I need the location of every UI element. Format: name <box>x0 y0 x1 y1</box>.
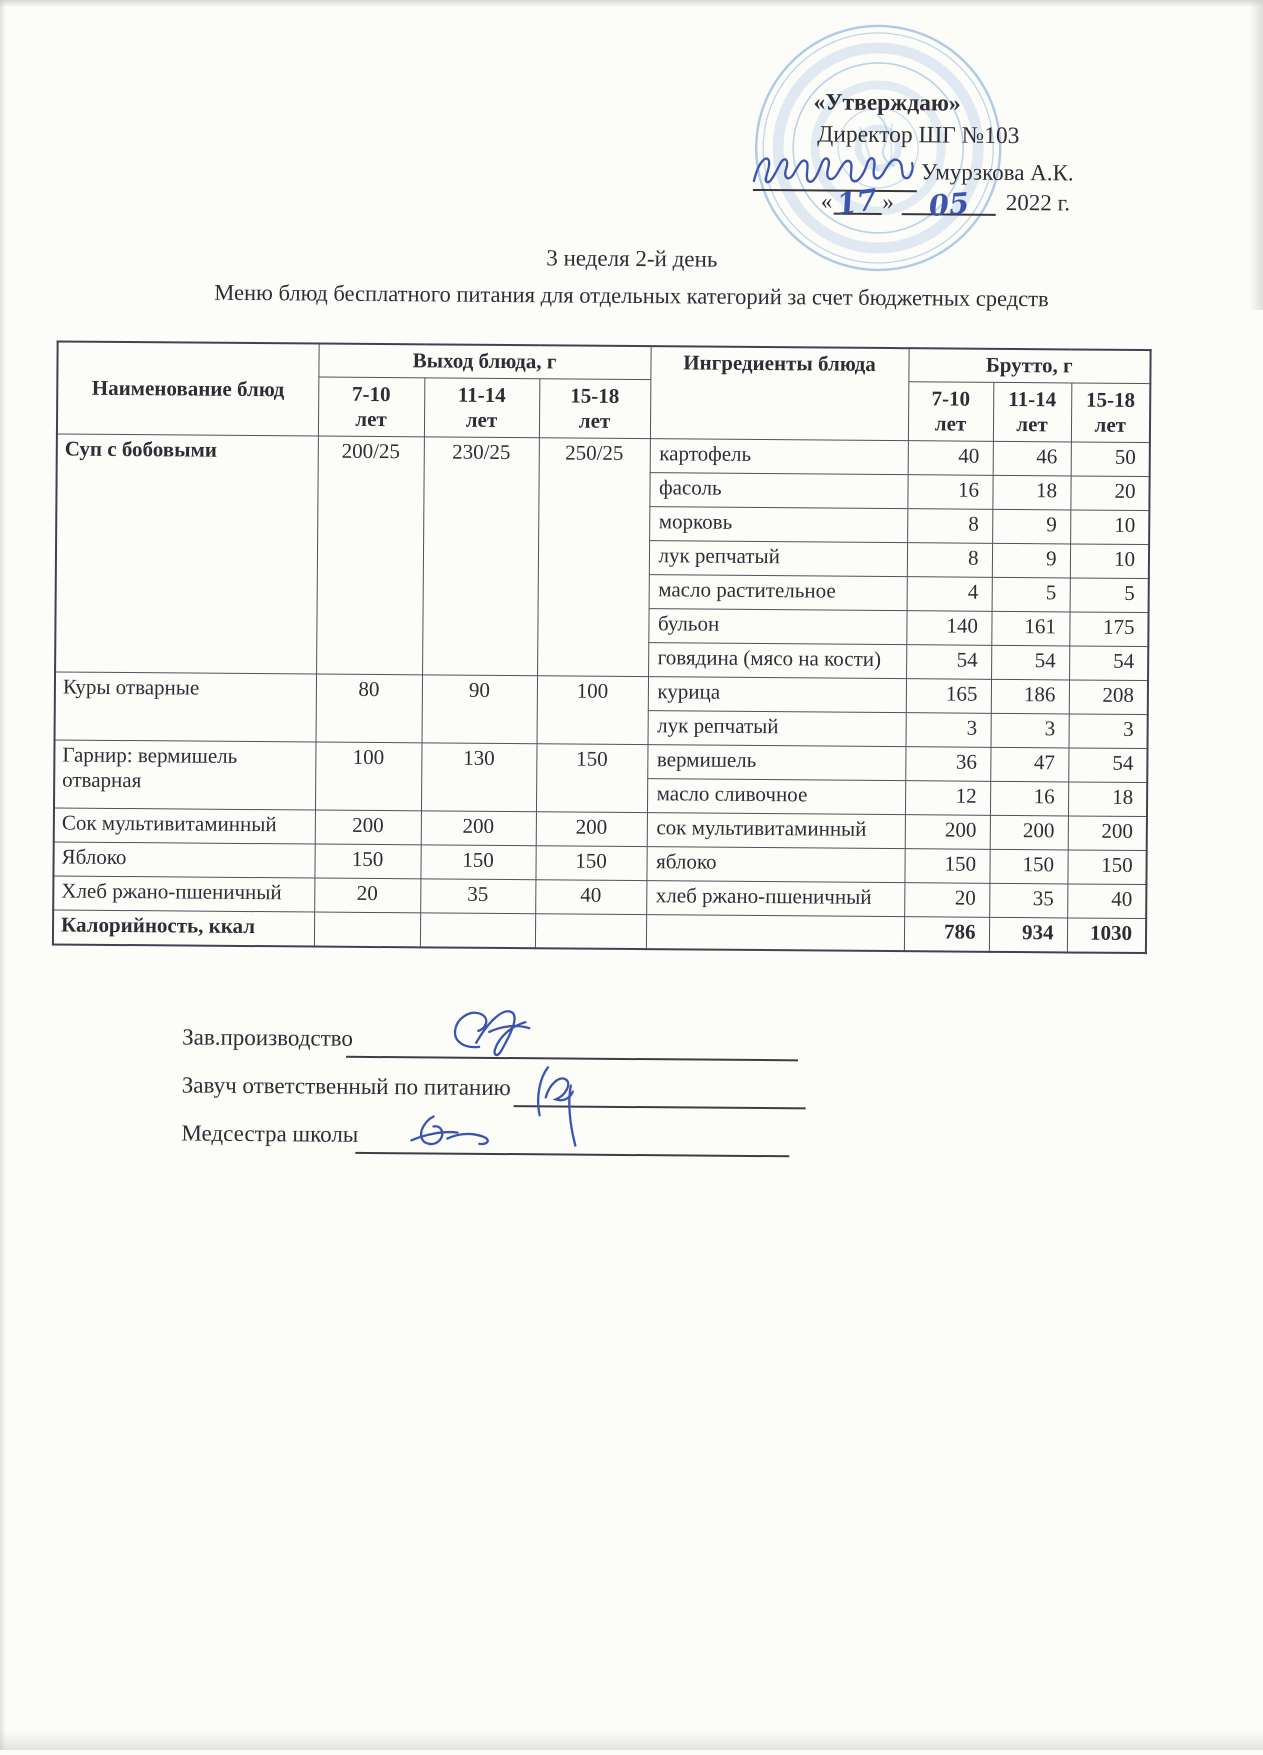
dish-name-cell: Сок мультивитаминный <box>54 808 315 844</box>
ingredient-name-cell: хлеб ржано-пшеничный <box>646 881 904 917</box>
table-row <box>57 434 1150 477</box>
gross-value-cell: 200 <box>990 815 1068 850</box>
gross-value-cell: 200 <box>905 815 990 850</box>
header-output: Выход блюда, г <box>318 344 650 380</box>
header-gross: Брутто, г <box>908 348 1150 383</box>
gross-value-cell: 150 <box>989 849 1067 884</box>
gross-value-cell: 50 <box>1071 442 1150 477</box>
approval-date <box>820 182 1071 224</box>
approval-year: 2022 г. <box>1005 189 1071 216</box>
calories-label-cell: Калорийность, ккал <box>53 910 314 947</box>
dish-output-cell: 200 <box>536 812 647 847</box>
menu-table <box>52 340 1152 954</box>
gross-value-cell: 46 <box>993 441 1071 476</box>
date-day-line <box>833 182 881 222</box>
dish-output-cell: 40 <box>535 880 646 915</box>
ingredient-name-cell: бульон <box>648 609 906 645</box>
table-row <box>55 672 1148 715</box>
dish-output-cell: 150 <box>314 844 420 879</box>
empty-cell <box>314 912 420 947</box>
gross-value-cell: 5 <box>1070 578 1149 613</box>
signature-label-school-nurse: Медсестра школы <box>181 1120 359 1147</box>
calories-value-cell: 1030 <box>1067 918 1146 953</box>
gross-value-cell: 5 <box>992 577 1070 612</box>
header-age-group-11-14: 11-14 лет <box>993 382 1071 442</box>
dish-output-cell: 200 <box>421 811 536 846</box>
gross-value-cell: 20 <box>1070 476 1149 511</box>
gross-value-cell: 18 <box>992 475 1070 510</box>
empty-cell <box>646 915 904 952</box>
school-nurse-signature <box>405 1110 505 1155</box>
dish-output-cell: 130 <box>421 743 537 812</box>
gross-value-cell: 54 <box>1069 646 1148 681</box>
calories-row <box>53 910 1146 953</box>
header-age-group-11-14: 11-14 лет <box>424 378 539 438</box>
header-dish-name: Наименование блюд <box>57 341 319 436</box>
ingredient-name-cell: лук репчатый <box>648 711 906 747</box>
ingredient-name-cell: фасоль <box>649 473 907 509</box>
ingredient-name-cell: картофель <box>650 439 908 475</box>
signature-label-production-manager: Зав.производство <box>182 1024 354 1051</box>
dish-name-cell: Гарнир: вермишель отварная <box>54 740 316 810</box>
gross-value-cell: 8 <box>907 543 992 578</box>
signature-line-production-manager <box>346 1020 798 1062</box>
gross-value-cell: 3 <box>906 713 991 748</box>
handwritten-month: 05 <box>927 185 971 224</box>
calories-value-cell: 934 <box>989 917 1067 952</box>
dish-output-cell: 100 <box>315 742 422 811</box>
header-age-group-7-10: 7-10 лет <box>908 382 993 442</box>
gross-value-cell: 200 <box>1068 816 1147 851</box>
dish-name-cell: Яблоко <box>53 842 314 878</box>
gross-value-cell: 54 <box>991 645 1069 680</box>
gross-value-cell: 54 <box>1068 748 1147 783</box>
gross-value-cell: 175 <box>1069 612 1148 647</box>
gross-value-cell: 161 <box>991 611 1069 646</box>
dish-output-cell: 150 <box>536 744 648 813</box>
header-age-group-15-18: 15-18 лет <box>539 379 650 439</box>
gross-value-cell: 140 <box>906 611 991 646</box>
date-quote-open: « <box>820 188 833 214</box>
gross-value-cell: 40 <box>1067 884 1146 919</box>
page-subtitle: Меню блюд бесплатного питания для отдельных категорий за счет бюджетных средств <box>214 279 1049 312</box>
ingredient-name-cell: масло сливочное <box>647 779 905 815</box>
dish-output-cell: 200 <box>315 810 421 845</box>
dish-output-cell: 230/25 <box>422 437 539 676</box>
gross-value-cell: 10 <box>1070 544 1149 579</box>
gross-value-cell: 35 <box>989 883 1067 918</box>
gross-value-cell: 18 <box>1068 782 1147 817</box>
gross-value-cell: 4 <box>907 577 992 612</box>
gross-value-cell: 9 <box>992 543 1070 578</box>
ingredient-name-cell: лук репчатый <box>649 541 907 577</box>
gross-value-cell: 12 <box>905 781 990 816</box>
gross-value-cell: 9 <box>992 509 1070 544</box>
gross-value-cell: 165 <box>906 679 991 714</box>
gross-value-cell: 3 <box>1069 714 1148 749</box>
dish-name-cell: Суп с бобовыми <box>55 434 318 674</box>
gross-value-cell: 8 <box>907 509 992 544</box>
gross-value-cell: 16 <box>907 475 992 510</box>
table-row <box>54 740 1147 783</box>
gross-value-cell: 54 <box>906 645 991 680</box>
empty-cell <box>535 914 646 949</box>
date-quote-close: » <box>882 188 894 215</box>
gross-value-cell: 20 <box>904 883 989 918</box>
production-manager-signature <box>449 1005 569 1060</box>
header-ingredients: Ингредиенты блюда <box>650 346 909 441</box>
approval-heading: «Утверждаю» <box>813 89 961 117</box>
dish-output-cell: 150 <box>535 846 646 881</box>
approval-role: Директор ШГ №103 <box>817 121 1020 150</box>
gross-value-cell: 186 <box>991 679 1069 714</box>
dish-output-cell: 150 <box>420 845 535 880</box>
dish-output-cell: 90 <box>422 675 538 744</box>
gross-value-cell: 150 <box>904 849 989 884</box>
dish-output-cell: 35 <box>420 879 535 914</box>
date-month-line <box>902 184 996 224</box>
header-age-group-15-18: 15-18 лет <box>1071 383 1150 443</box>
dish-name-cell: Куры отварные <box>55 672 317 742</box>
ingredient-name-cell: вермишель <box>647 745 905 781</box>
ingredient-name-cell: курица <box>648 677 906 713</box>
gross-value-cell: 47 <box>990 747 1068 782</box>
gross-value-cell: 3 <box>991 713 1069 748</box>
handwritten-day: 17 <box>835 182 880 222</box>
dish-output-cell: 80 <box>316 674 423 743</box>
signature-label-food-supervisor: Завуч ответственный по питанию <box>181 1072 511 1101</box>
dish-output-cell: 100 <box>537 676 649 745</box>
approval-name: Умурзкова А.К. <box>920 159 1074 186</box>
gross-value-cell: 16 <box>990 781 1068 816</box>
dish-output-cell: 200/25 <box>316 436 424 675</box>
ingredient-name-cell: масло растительное <box>649 575 907 611</box>
calories-value-cell: 786 <box>904 917 989 952</box>
gross-value-cell: 208 <box>1069 680 1148 715</box>
ingredient-name-cell: яблоко <box>646 847 904 883</box>
ingredient-name-cell: сок мультивитаминный <box>647 813 905 849</box>
dish-output-cell: 250/25 <box>537 438 650 677</box>
dish-output-cell: 20 <box>314 878 420 913</box>
gross-value-cell: 150 <box>1067 850 1146 885</box>
empty-cell <box>420 913 535 948</box>
gross-value-cell: 10 <box>1070 510 1149 545</box>
dish-name-cell: Хлеб ржано-пшеничный <box>53 876 314 912</box>
ingredient-name-cell: говядина (мясо на кости) <box>648 643 906 679</box>
gross-value-cell: 40 <box>908 441 993 476</box>
header-age-group-7-10: 7-10 лет <box>318 377 424 437</box>
ingredient-name-cell: морковь <box>649 507 907 543</box>
page-title: 3 неделя 2-й день <box>546 245 718 272</box>
gross-value-cell: 36 <box>905 747 990 782</box>
